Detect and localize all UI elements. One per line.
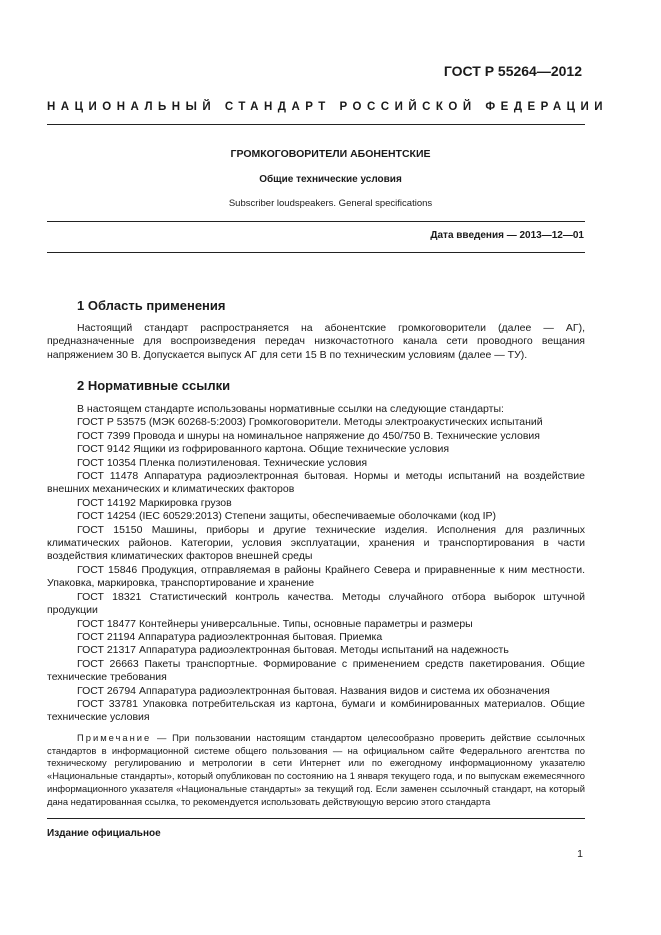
scope-paragraph: Настоящий стандарт распространяется на абонентские громкоговорители (далее — АГ), предназначенные для воспроизведения передач низкочастотного канала сети проводного вещания напряжением 30 В. Допускается выпуск АГ для сети 15 В по техническим условиям (далее — ТУ). [47, 322, 585, 361]
document-code: ГОСТ Р 55264—2012 [443, 63, 582, 79]
document-subtitle: Общие технические условия [259, 174, 402, 185]
list-item: ГОСТ 21317 Аппаратура радиоэлектронная бытовая. Методы испытаний на надежность [77, 644, 509, 657]
list-item: ГОСТ 15150 Машины, приборы и другие технические изделия. Исполнения для различных климатических районов. Категории, условия эксплуатации, хранения и транспортирования в части воздействия климатических факторов внешней среды [47, 523, 585, 563]
list-item: ГОСТ Р 53575 (МЭК 60268-5:2003) Громкоговорители. Методы электроакустических испытаний [77, 416, 543, 429]
note-paragraph [47, 732, 585, 808]
title-rule [47, 221, 585, 222]
list-item: ГОСТ 9142 Ящики из гофрированного картона. Общие технические условия [77, 443, 450, 456]
date-rule [47, 252, 585, 253]
references-list [47, 403, 585, 725]
page-number: 1 [577, 848, 583, 860]
section-2-heading: 2 Нормативные ссылки [77, 378, 231, 393]
list-item: ГОСТ 18477 Контейнеры универсальные. Типы, основные параметры и размеры [77, 617, 473, 630]
list-item: ГОСТ 10354 Пленка полиэтиленовая. Технические условия [77, 456, 368, 469]
list-item: ГОСТ 11478 Аппаратура радиоэлектронная бытовая. Нормы и методы испытаний на воздействие внешних механических и климатических факторов [47, 470, 585, 496]
footer-rule [47, 818, 585, 819]
header-rule [47, 124, 585, 125]
section-1-text [47, 322, 585, 362]
list-item: ГОСТ 14254 (IEC 60529:2013) Степени защиты, обеспечиваемые оболочками (код IP) [77, 510, 497, 523]
references-note [47, 732, 585, 808]
document-title: ГРОМКОГОВОРИТЕЛИ АБОНЕНТСКИЕ [230, 148, 431, 160]
list-item: ГОСТ 14192 Маркировка грузов [77, 496, 232, 509]
national-standard-heading: НАЦИОНАЛЬНЫЙ СТАНДАРТ РОССИЙСКОЙ ФЕДЕРАЦИИ [47, 101, 609, 113]
list-item: ГОСТ 15846 Продукция, отправляемая в районы Крайнего Севера и приравненные к ним местности. Упаковка, маркировка, транспортирование и хранение [47, 563, 585, 590]
english-title: Subscriber loudspeakers. General specifications [228, 198, 433, 209]
list-item: ГОСТ 26794 Аппаратура радиоэлектронная бытовая. Названия видов и система их обозначения [77, 684, 550, 697]
official-edition-label: Издание официальное [47, 828, 161, 839]
list-item: ГОСТ 33781 Упаковка потребительская из картона, бумаги и комбинированных материалов. Общие технические условия [47, 697, 585, 724]
note-text: — При пользовании настоящим стандартом целесообразно проверить действие ссылочных стандартов в информационной системе общего пользования — на официальном сайте Федерального агентства по техническому регулированию и метрологии в сети Интернет или по ежегодному информационному указателю «Национальные стандарты», который опубликован по состоянию на 1 января текущего года, и по выпускам ежемесячного информационного указателя «Национальные стандарты» за текущий год. Если заменен ссылочный стандарт, на который дана недатированная ссылка, то рекомендуется использовать действующую версию этого стандарта [47, 732, 585, 807]
list-item: ГОСТ 7399 Провода и шнуры на номинальное напряжение до 450/750 В. Технические условия [77, 429, 540, 442]
references-intro: В настоящем стандарте использованы нормативные ссылки на следующие стандарты: [77, 403, 504, 415]
introduction-date: Дата введения — 2013—12—01 [430, 230, 584, 241]
list-item: ГОСТ 21194 Аппаратура радиоэлектронная бытовая. Приемка [77, 630, 383, 643]
list-item: ГОСТ 18321 Статистический контроль качества. Методы случайного отбора выборок штучной продукции [47, 590, 585, 617]
section-1-heading: 1 Область применения [77, 298, 226, 313]
note-label: Примечание [77, 732, 152, 743]
list-item: ГОСТ 26663 Пакеты транспортные. Формирование с применением средств пакетирования. Общие технические требования [47, 657, 585, 684]
